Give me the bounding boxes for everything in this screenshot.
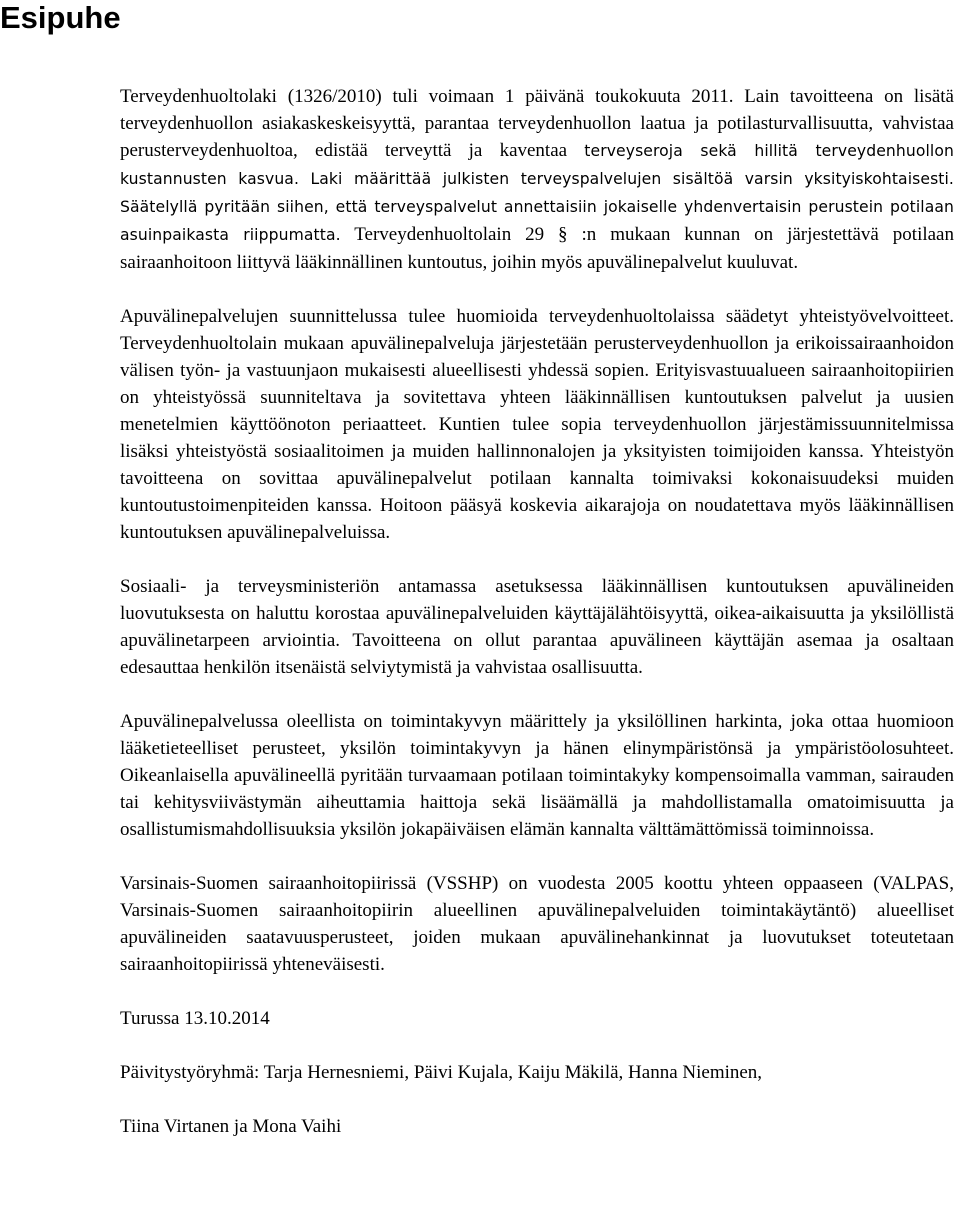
place-and-date: Turussa 13.10.2014 [120,1008,270,1029]
paragraph-1-text-c: Terveydenhuoltolain 29 § :n mukaan kunnan on järjestettävä potilaan sairaanhoitoon liittyvä lääkinnällinen kuntoutus, joihin myös apuvälinepalvelut kuuluvat. [120,224,954,273]
paragraph-3: Sosiaali- ja terveysministeriön antamassa asetuksessa lääkinnällisen kuntoutuksen apuvälineiden luovutuksesta on haluttu korostaa apuvälinepalveluiden käyttäjälähtöisyyttä, oikea-aikaisuutta ja yksilöllistä apuvälinetarpeen arviointia. Tavoitteena on ollut parantaa apuvälineen käyttäjän asemaa ja osaltaan edesauttaa henkilön itsenäistä selviytymistä ja vahvistaa osallisuutta. [120,576,954,678]
working-group-line-2: Tiina Virtanen ja Mona Vaihi [120,1116,342,1137]
paragraph-1-text-b: terveyseroja sekä hillitä terveydenhuollon kustannusten kasvua. Laki määrittää julkisten terveyspalvelujen sisältöä varsin yksityiskohtaisesti. Säätelyllä pyritään siihen, että terveyspalvelut annettaisiin jokaiselle yhdenvertaisin perustein potilaan asuinpaikasta riippumatta. [120,142,954,244]
paragraph-4: Apuvälinepalvelussa oleellista on toimintakyvyn määrittely ja yksilöllinen harkinta, joka ottaa huomioon lääketieteelliset perusteet, yksilön toimintakyvyn ja hänen elinympäristönsä ja ympäristöolosuhteet. Oikeanlaisella apuvälineellä pyritään turvaamaan potilaan toimintakyky kompensoimalla vamman, sairauden tai kehitysviivästymän aiheuttamia haittoja sekä lisäämällä ja mahdollistamalla omatoimisuutta ja osallistumismahdollisuuksia yksilön jokapäiväisen elämän kannalta välttämättömissä toiminnoissa. [120,711,954,840]
paragraph-1-text-a: Terveydenhuoltolaki (1326/2010) tuli voimaan 1 päivänä toukokuuta 2011. Lain tavoitteena on lisätä terveydenhuollon asiakaskeskeisyyttä, parantaa terveydenhuollon laatua ja potilasturvallisuutta, vahvistaa perusterveydenhuoltoa, edistää terveyttä ja kaventaa [120,86,954,161]
preface-body [120,83,954,1167]
paragraph-5: Varsinais-Suomen sairaanhoitopiirissä (VSSHP) on vuodesta 2005 koottu yhteen oppaaseen (VALPAS, Varsinais-Suomen sairaanhoitopiirin alueellinen apuvälinepalveluiden toimintakäytäntö) alueelliset apuvälineiden saatavuusperusteet, joiden mukaan apuvälinehankinnat ja luovutukset toteutetaan sairaanhoitopiirissä yhteneväisesti. [120,873,954,975]
paragraph-2: Apuvälinepalvelujen suunnittelussa tulee huomioida terveydenhuoltolaissa säädetyt yhteistyövelvoitteet. Terveydenhuoltolain mukaan apuvälinepalveluja järjestetään perusterveydenhuollon ja erikoissairaanhoidon välisen työn- ja vastuunjaon mukaisesti alueellisesti yhdessä sopien. Erityisvastuualueen sairaanhoitopiirien on yhteistyössä suunniteltava ja sovitettava yhteen lääkinnällisen kuntoutuksen palvelut ja uusien menetelmien käyttöönoton periaatteet. Kuntien tulee sopia terveydenhuollon järjestämissuunnitelmissa lisäksi yhteistyöstä sosiaalitoimen ja muiden hallinnonalojen ja yksityisten toimijoiden kanssa. Yhteistyön tavoitteena on sovittaa apuvälinepalvelut potilaan kannalta toimivaksi kokonaisuudeksi muiden kuntoutustoimenpiteiden kanssa. Hoitoon pääsyä koskevia aikarajoja on noudatettava myös lääkinnällisen kuntoutuksen apuvälinepalveluissa. [120,306,954,543]
paragraph-1 [120,83,954,276]
page-title: Esipuhe [0,0,121,35]
working-group-line-1: Päivitystyöryhmä: Tarja Hernesniemi, Päivi Kujala, Kaiju Mäkilä, Hanna Nieminen, [120,1062,763,1083]
